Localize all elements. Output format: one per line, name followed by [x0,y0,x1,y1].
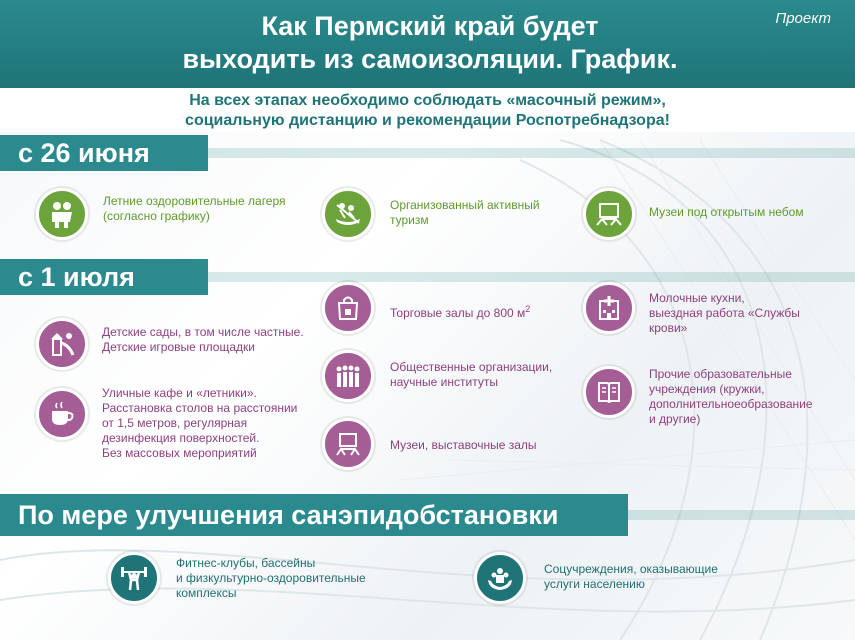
shopping-bag-icon [322,282,374,334]
item-text: Детские игровые площадки [102,340,255,354]
item-text: Детские сады, в том числе частные. [102,325,304,339]
notice-line-2: социальную дистанцию и рекомендации Роспотребнадзора! [185,112,670,129]
item-text: учреждения (кружки, [649,382,765,396]
title-line-2: выходить из самоизоляции. График. [182,44,678,74]
exhibition-icon [322,418,374,470]
item-text: Уличные кафе и «летники». [102,386,257,400]
item-text: Летние оздоровительные лагеря [103,194,286,208]
item-text: Музеи, выставочные залы [390,438,537,452]
page-title [110,10,750,76]
people-group-icon [322,350,374,402]
item-text: выездная работа «Службы [649,306,800,320]
item-text: дополнительноеобразование [649,397,813,411]
item-text: услуги населению [544,577,645,591]
playground-icon [36,318,88,370]
item-text: Торговые залы до 800 м [390,306,526,320]
item-text: и физкультурно-оздоровительные [176,571,366,585]
coffee-cup-icon [36,388,88,440]
stage-june26-label: с 26 июня [0,135,208,171]
item-text: Общественные организации, [390,360,553,374]
item-text: Фитнес-клубы, бассейны [176,556,316,570]
notice-line-1: На всех этапах необходимо соблюдать «масочный режим», [189,92,666,109]
superscript: 2 [525,304,531,314]
item-text: и другие) [649,412,701,426]
stage-july1-label: с 1 июля [0,259,208,295]
item-text: Соцучреждения, оказывающие [544,562,718,576]
header-banner [0,0,855,88]
stage-later-label: По мере улучшения санэпидобстановки [0,494,628,536]
project-label: Проект [775,10,831,27]
children-icon [36,188,88,240]
item-text: Организованный активный [390,198,540,212]
item-text: крови» [649,321,688,335]
book-icon [583,366,635,418]
item-text: (согласно графику) [103,209,210,223]
social-care-icon [474,552,526,604]
item-text: Расстановка столов на расстоянии [102,401,298,415]
museum-icon [583,188,635,240]
item-text: Прочие образовательные [649,367,792,381]
item-text: Музеи под открытым небом [649,205,804,219]
subheader-notice [0,88,855,132]
item-text: от 1,5 метров, регулярная [102,416,248,430]
item-text: туризм [390,213,429,227]
item-text: Молочные кухни, [649,291,745,305]
item-text: научные институты [390,375,498,389]
item-text: дезинфекция поверхностей. [102,431,260,445]
fitness-icon [108,552,160,604]
rafting-icon [322,188,374,240]
item-text: комплексы [176,586,237,600]
item-text: Без массовых мероприятий [102,446,257,460]
hospital-icon [583,282,635,334]
title-line-1: Как Пермский край будет [261,11,599,41]
